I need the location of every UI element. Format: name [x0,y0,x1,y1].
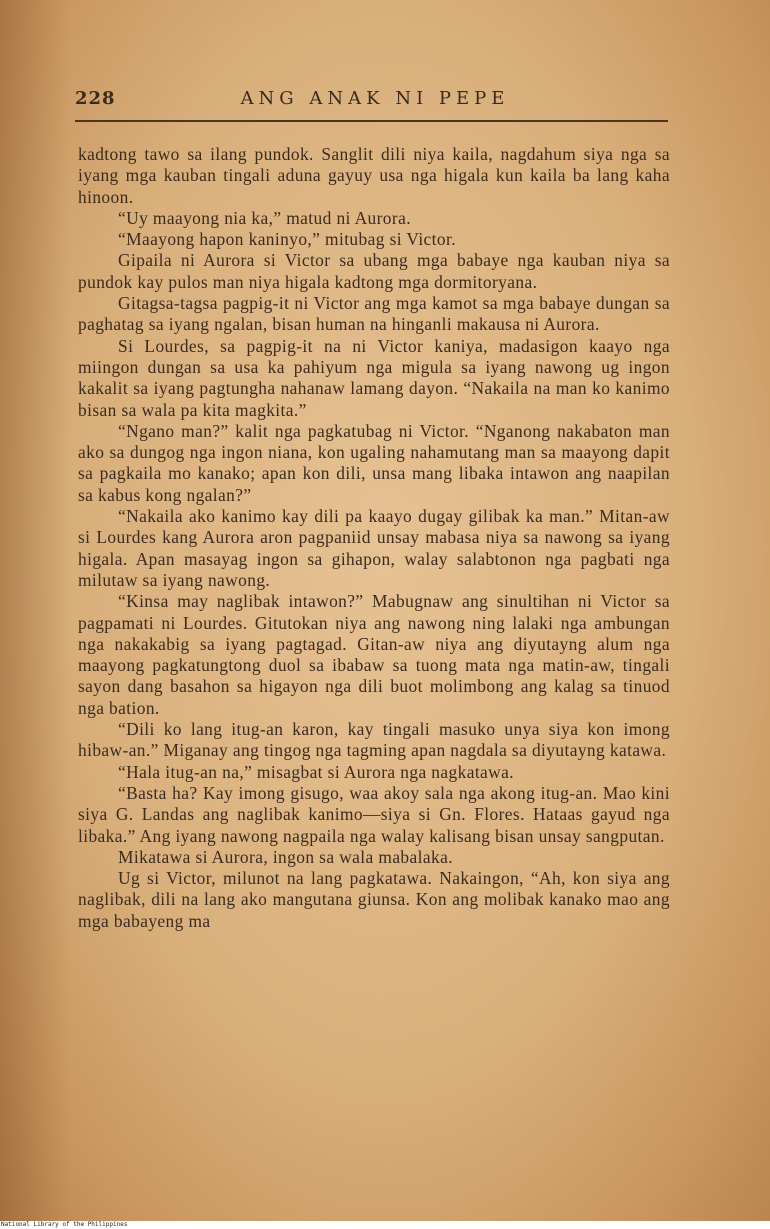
body-text [78,144,670,932]
paragraph: “Kinsa may naglibak intawon?” Mabugnaw ang sinultihan ni Victor sa pagpamati ni Lourdes. Gitutokan niya ang nawong ning lalaki nga ambungan nga nakakabig sa iyang pagtagad. Gitan-aw niya ang diyutayng alum nga maayong pagkatungtong duol sa ibabaw sa tuong mata nga matin-aw, tingali sayon dang basahon sa higayon nga dili buot molimbong ang kalag sa tinuod nga bation. [78,591,670,718]
paragraph: “Basta ha? Kay imong gisugo, waa akoy sala nga akong itug-an. Mao kini siya G. Landas ang naglibak kanimo—siya si Gn. Flores. Hataas gayud nga libaka.” Ang iyang nawong nagpaila nga walay kalisang bisan unsay sangputan. [78,782,670,846]
page-header [75,88,668,112]
scan-footer [0,1221,770,1229]
running-title: ANG ANAK NI PEPE [240,88,510,109]
paragraph: “Hala itug-an na,” misagbat si Aurora nga nagkatawa. [118,761,515,782]
library-credit: National Library of the Philippines [1,1221,128,1228]
paragraph: Si Lourdes, sa pagpig-it na ni Victor kaniya, madasigon kaayo nga miingon dungan sa usa ka pahiyum nga migula sa iyang nawong ug ingon kakalit sa iyang pagtungha nahanaw lamang dayon. “Nakaila na man ko kanimo bisan sa wala pa kita magkita.” [78,335,670,420]
paragraph: Ug si Victor, milunot na lang pagkatawa. Nakaingon, “Ah, kon siya ang naglibak, dili na lang ako mangutana giunsa. Kon ang molibak kanako mao ang mga babayeng ma [78,868,670,931]
paragraph: “Nakaila ako kanimo kay dili pa kaayo dugay gilibak ka man.” Mitan-aw si Lourdes kang Aurora aron pagpaniid unsay mabasa niya sa nawong sa iyang higala. Apan masayag ingon sa gihapon, walay salabtonon nga pagbati nga milutaw sa iyang nawong. [78,506,670,590]
paragraph: “Maayong hapon kaninyo,” mitubag si Victor. [118,229,456,250]
paragraph: “Ngano man?” kalit nga pagkatubag ni Victor. “Nganong nakabaton man ako sa dungog nga ingon niana, kon ugaling nahamutang man sa maayong dapit sa pagkaila mo kanako; apan kon dili, unsa mang libaka intawon ang naapilan sa kabus kong ngalan?” [78,420,670,505]
paragraph: Mikatawa si Aurora, ingon sa wala mabalaka. [118,846,453,867]
paragraph: “Uy maayong nia ka,” matud ni Aurora. [118,207,411,228]
header-rule [75,120,668,122]
page-number: 228 [75,88,116,109]
paragraph: Gipaila ni Aurora si Victor sa ubang mga babaye nga kauban niya sa pundok kay pulos man niya higala kadtong mga dormitoryana. [78,250,670,292]
paragraph: Gitagsa-tagsa pagpig-it ni Victor ang mga kamot sa mga babaye dungan sa paghatag sa iyang ngalan, bisan human na hinganli makausa ni Aurora. [78,293,670,335]
paragraph: kadtong tawo sa ilang pundok. Sanglit dili niya kaila, nagdahum siya nga sa iyang mga kauban tingali aduna gayuy usa nga higala kun kaila ba lang kaha hinoon. [78,144,670,207]
paragraph: “Dili ko lang itug-an karon, kay tingali masuko unya siya kon imong hibaw-an.” Miganay ang tingog nga tagming apan nagdala sa diyutayng katawa. [78,719,670,761]
